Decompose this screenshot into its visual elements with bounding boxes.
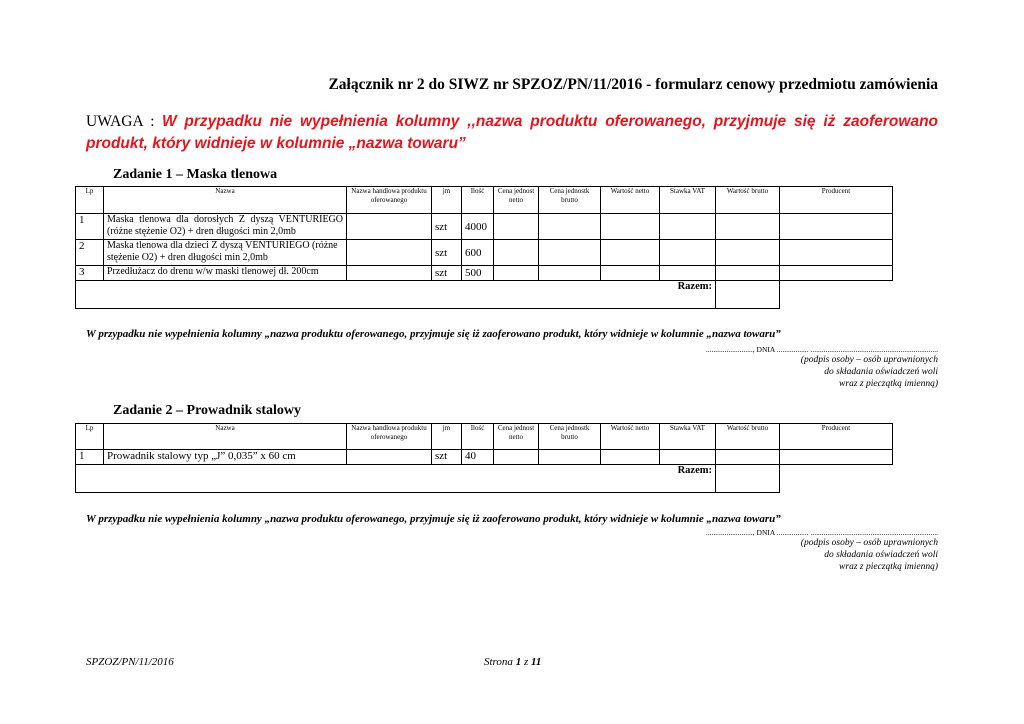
row-ilosc: 40 [462, 450, 494, 465]
signature-line: do składania oświadczeń woli [824, 550, 938, 560]
row-jm: szt [432, 214, 462, 240]
col-vat: Stawka VAT [660, 424, 716, 450]
uwaga-notice [86, 111, 938, 155]
cell-cena-brutto[interactable] [539, 450, 601, 465]
col-jm: jm [432, 424, 462, 450]
cell-cena-brutto[interactable] [539, 214, 601, 240]
razem-wartosc-brutto[interactable] [716, 465, 780, 493]
cell-vat[interactable] [660, 450, 716, 465]
row-jm: szt [432, 450, 462, 465]
footer-page-number [484, 656, 541, 668]
cell-cena-netto[interactable] [494, 450, 539, 465]
signature-line: wraz z pieczątką imienną) [839, 562, 938, 572]
cell-cena-brutto[interactable] [539, 266, 601, 281]
cell-cena-netto[interactable] [494, 240, 539, 266]
table-row [76, 266, 893, 281]
row-lp: 2 [76, 240, 104, 266]
signature-line: wraz z pieczątką imienną) [839, 379, 938, 389]
page-separator: z [521, 656, 531, 668]
row-ilosc: 600 [462, 240, 494, 266]
cell-handlowa[interactable] [347, 450, 432, 465]
cell-handlowa[interactable] [347, 240, 432, 266]
cell-wartosc-brutto[interactable] [716, 450, 780, 465]
cell-producent[interactable] [780, 266, 893, 281]
signature-line: (podpis osoby – osób uprawnionych [800, 538, 938, 548]
col-lp: Lp [76, 187, 104, 214]
signature-line: do składania oświadczeń woli [824, 367, 938, 377]
cell-wartosc-netto[interactable] [601, 266, 660, 281]
task1-table [75, 186, 893, 309]
col-wartosc-netto: Wartość netto [601, 187, 660, 214]
row-jm: szt [432, 240, 462, 266]
cell-wartosc-netto[interactable] [601, 240, 660, 266]
row-nazwa: Maska tlenowa dla dorosłych Z dyszą VENTURIEGO (różne stężenie O2) + dren długości min 2,0mb [104, 214, 347, 240]
col-jm: jm [432, 187, 462, 214]
cell-wartosc-brutto[interactable] [716, 266, 780, 281]
col-wartosc-brutto: Wartość brutto [716, 187, 780, 214]
row-ilosc: 500 [462, 266, 494, 281]
col-wartosc-brutto: Wartość brutto [716, 424, 780, 450]
signature-block [600, 354, 938, 390]
row-nazwa: Przedłużacz do drenu w/w maski tlenowej dł. 200cm [104, 266, 347, 281]
cell-wartosc-brutto[interactable] [716, 240, 780, 266]
table-row [76, 240, 893, 266]
table-row [76, 450, 893, 465]
page-prefix: Strona [484, 656, 516, 668]
razem-empty [780, 465, 893, 493]
razem-label: Razem: [76, 465, 716, 493]
cell-wartosc-brutto[interactable] [716, 214, 780, 240]
col-ilosc: Ilość [462, 187, 494, 214]
col-ilosc: Ilość [462, 424, 494, 450]
row-lp: 1 [76, 214, 104, 240]
table-header-row [76, 424, 893, 450]
cell-cena-netto[interactable] [494, 266, 539, 281]
task2-table [75, 423, 893, 493]
uwaga-text: W przypadku nie wypełnienia kolumny ,,nazwa produktu oferowanego, przyjmuje się iż zaoferowano produkt, który widnieje w kolumnie „nazwa towaru” [86, 113, 939, 152]
col-wartosc-netto: Wartość netto [601, 424, 660, 450]
col-nazwa: Nazwa [104, 424, 347, 450]
row-jm: szt [432, 266, 462, 281]
row-lp: 1 [76, 450, 104, 465]
razem-row [76, 281, 893, 309]
task2-title: Zadanie 2 – Prowadnik stalowy [113, 403, 301, 418]
col-vat: Stawka VAT [660, 187, 716, 214]
document-title: Załącznik nr 2 do SIWZ nr SPZOZ/PN/11/2016 - formularz cenowy przedmiotu zamówienia [328, 76, 938, 93]
razem-wartosc-brutto[interactable] [716, 281, 780, 309]
cell-wartosc-netto[interactable] [601, 450, 660, 465]
row-nazwa: Maska tlenowa dla dzieci Z dyszą VENTURIEGO (różne stężenie O2) + dren długości min 2,0mb [104, 240, 347, 266]
cell-handlowa[interactable] [347, 214, 432, 240]
cell-wartosc-netto[interactable] [601, 214, 660, 240]
dnia-line: ........................., DNIA ................. .................................................................... [705, 345, 938, 354]
cell-producent[interactable] [780, 450, 893, 465]
table-row [76, 214, 893, 240]
razem-empty [780, 281, 893, 309]
signature-line: (podpis osoby – osób uprawnionych [800, 355, 938, 365]
col-cena-netto: Cena jednost netto [494, 424, 539, 450]
task1-title: Zadanie 1 – Maska tlenowa [113, 167, 278, 182]
row-lp: 3 [76, 266, 104, 281]
cell-handlowa[interactable] [347, 266, 432, 281]
dnia-line: ........................., DNIA ................. .................................................................... [705, 528, 938, 537]
row-ilosc: 4000 [462, 214, 494, 240]
uwaga-label: UWAGA : [86, 113, 155, 130]
col-cena-netto: Cena jednost netto [494, 187, 539, 214]
col-lp: Lp [76, 424, 104, 450]
note-text: W przypadku nie wypełnienia kolumny „nazwa produktu oferowanego, przyjmuje się iż zaoferowano produkt, który widnieje w kolumnie „nazwa towaru” [86, 328, 781, 340]
col-cena-brutto: Cena jednostk brutto [539, 187, 601, 214]
footer-doc-id: SPZOZ/PN/11/2016 [86, 656, 174, 668]
col-producent: Producent [780, 424, 893, 450]
col-handlowa: Nazwa handlowa produktu oferowanego [347, 424, 432, 450]
signature-block [600, 537, 938, 573]
page-current: 1 [515, 656, 522, 668]
cell-vat[interactable] [660, 240, 716, 266]
table-header-row [76, 187, 893, 214]
col-nazwa: Nazwa [104, 187, 347, 214]
cell-cena-netto[interactable] [494, 214, 539, 240]
note-text: W przypadku nie wypełnienia kolumny „nazwa produktu oferowanego, przyjmuje się iż zaoferowano produkt, który widnieje w kolumnie „nazwa towaru” [86, 513, 781, 525]
col-cena-brutto: Cena jednostk brutto [539, 424, 601, 450]
cell-vat[interactable] [660, 214, 716, 240]
row-nazwa: Prowadnik stalowy typ „J” 0,035” x 60 cm [104, 450, 347, 465]
cell-producent[interactable] [780, 214, 893, 240]
page-total: 11 [530, 656, 542, 668]
col-handlowa: Nazwa handlowa produktu oferowanego [347, 187, 432, 214]
razem-row [76, 465, 893, 493]
cell-vat[interactable] [660, 266, 716, 281]
cell-producent[interactable] [780, 240, 893, 266]
razem-label: Razem: [76, 281, 716, 309]
cell-cena-brutto[interactable] [539, 240, 601, 266]
col-producent: Producent [780, 187, 893, 214]
